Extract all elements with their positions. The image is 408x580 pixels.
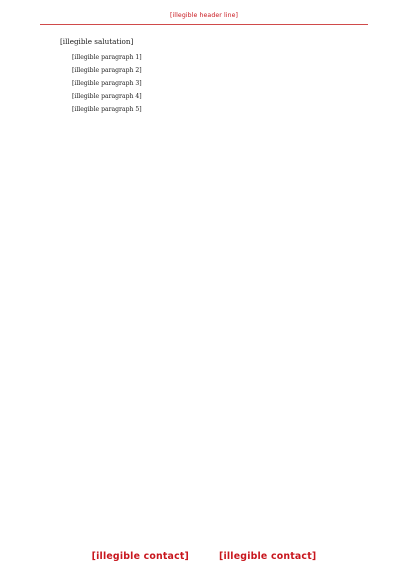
contact-qq-left: [illegible contact] <box>91 551 189 562</box>
paragraph: [illegible paragraph 1] <box>72 54 142 61</box>
paragraph: [illegible paragraph 5] <box>72 105 142 113</box>
header-divider <box>40 24 368 25</box>
footer-contact <box>0 551 408 562</box>
paragraph: [illegible paragraph 2] <box>72 66 142 74</box>
contact-qq-right: [illegible contact] <box>219 551 317 562</box>
document-body <box>60 52 358 117</box>
paragraph: [illegible paragraph 3] <box>72 79 142 87</box>
paragraph: [illegible paragraph 4] <box>72 92 142 100</box>
header-banner: [illegible header line] <box>169 12 239 19</box>
salutation: [illegible salutation] <box>60 37 134 46</box>
